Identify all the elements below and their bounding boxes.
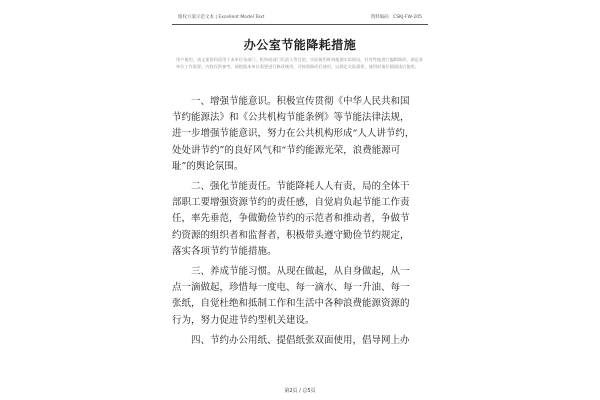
document-page bbox=[172, 10, 428, 394]
text-line: 进一步增强节能意识，努力在公共机构形成“人人讲节约， bbox=[172, 128, 415, 140]
paragraph-1 bbox=[172, 94, 428, 175]
header-doc-code: 资料编码：CSKJ-FW-205 bbox=[370, 15, 422, 20]
text-line: 三、养成节能习惯。从现在做起，从自身做起，从一 bbox=[191, 266, 410, 278]
text-line: 约资源的组织者和监督者，积极带头遵守勤俭节约规定， bbox=[172, 229, 410, 241]
text-line: 二、强化节能责任。节能降耗人人有责，局的全体干 bbox=[191, 181, 410, 193]
paragraph-3 bbox=[172, 264, 428, 329]
text-line: 节约能源法》和《公共机构节能条例》等节能法律法规， bbox=[172, 112, 410, 124]
paragraph-2 bbox=[172, 179, 428, 260]
paragraph-4 bbox=[172, 333, 428, 349]
text-line: 一、增强节能意识。积极宣传贯彻《中华人民共和国 bbox=[191, 96, 410, 107]
text-line: 落实各项节约节能措施。 bbox=[172, 245, 277, 257]
document-title: 办公室节能降耗措施 bbox=[243, 38, 357, 52]
text-line: 点一滴做起，珍惜每一度电、每一滴水、每一升油、每一 bbox=[172, 282, 410, 294]
document-body bbox=[172, 94, 428, 349]
text-line: 张纸，自觉杜绝和抵制工作和生活中各种浪费能源资源的 bbox=[172, 298, 410, 310]
header-left-text: 版权方案示范文本 | Excellent Model Text bbox=[178, 15, 265, 20]
text-line: 耻”的舆论氛围。 bbox=[172, 160, 244, 172]
page-header bbox=[172, 10, 428, 25]
text-line: 行为，努力促进节约型机关建设。 bbox=[172, 314, 315, 326]
text-line: 处处讲节约”的良好风气和“节约能源光荣，浪费能源可 bbox=[172, 144, 401, 156]
text-line: 四、节约办公用纸、提倡纸张双面使用，倡导网上办 bbox=[191, 334, 410, 346]
text-line: 任，率先垂范，争做勤俭节约的示范者和推动者，争做节 bbox=[172, 213, 410, 225]
page-number: 第2页 / 总5页 bbox=[284, 388, 316, 394]
usage-note: 用户使用，该文案资料适用于本单位各部门、机构或部门负责人等目的，实际使用时请根据实际情况，针对性地进行编辑修改，满足本单位工作需要。内容仅供参考，请根据本单位需要进行修改使用，可按需修改后使用，以满足实际需要，使用时请仔细阅读后使用。 bbox=[176, 57, 424, 69]
text-line: 部职工要增强资源节约的责任感，自觉肩负起节能工作责 bbox=[172, 197, 410, 209]
